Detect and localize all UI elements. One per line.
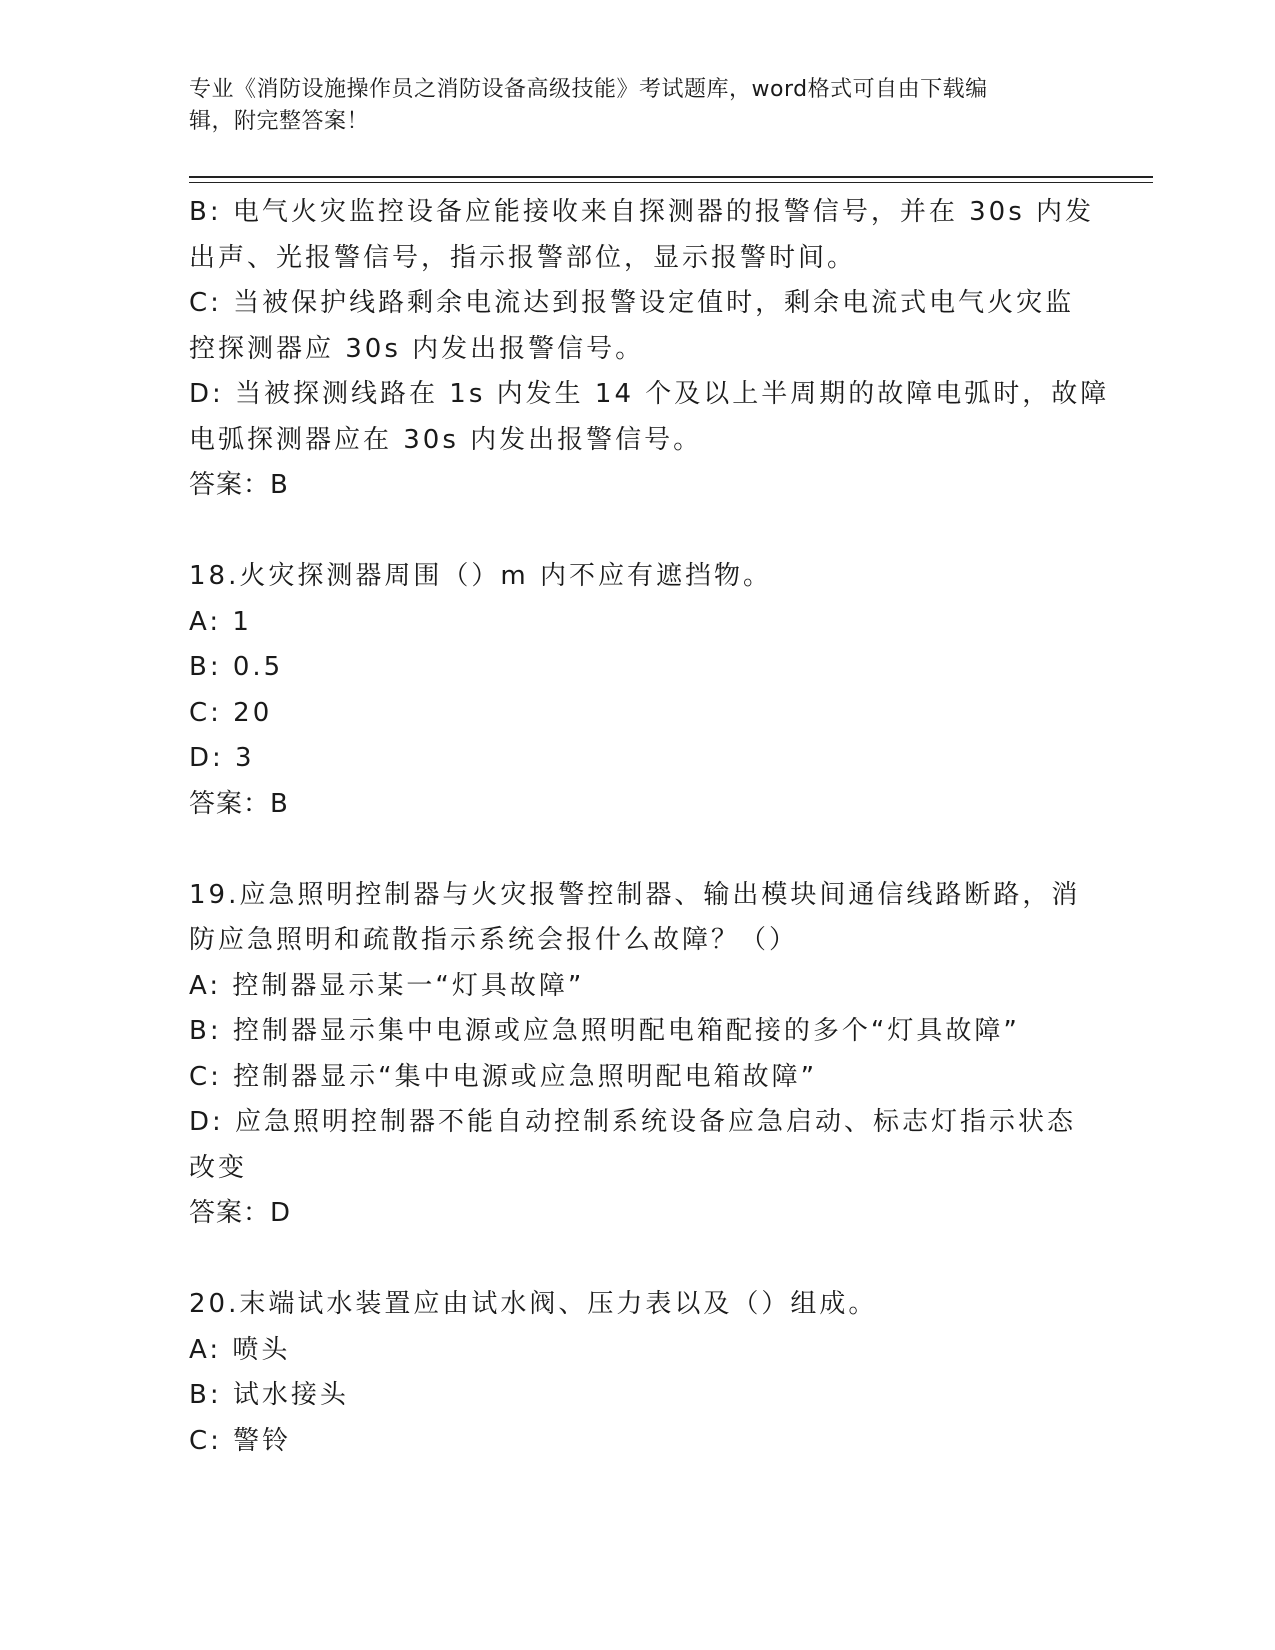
option-a: A: 1: [189, 606, 252, 637]
question-18: [189, 554, 1069, 827]
answer-18: 答案：B: [189, 788, 289, 819]
option-a: A: 控制器显示某一“灯具故障”: [189, 970, 585, 1001]
option-b: B: 0.5: [189, 652, 284, 682]
question-20: [189, 1282, 1069, 1464]
header-line-1: 专业《消防设施操作员之消防设备高级技能》考试题库，word格式可自由下载编: [189, 77, 988, 102]
option-a: A: 喷头: [189, 1334, 291, 1365]
option-b-line-1: B: 电气火灾监控设备应能接收来自探测器的报警信号，并在 30s 内发: [189, 197, 1095, 227]
option-d: D: 3: [189, 743, 255, 773]
option-d-line-1: D: 当被探测线路在 1s 内发生 14 个及以上半周期的故障电弧时，故障: [189, 379, 1110, 409]
answer-19: 答案：D: [189, 1198, 292, 1228]
option-b: B: 试水接头: [189, 1380, 349, 1410]
document-header: [189, 74, 1069, 138]
option-c-line-2: 控探测器应 30s 内发出报警信号。: [189, 333, 645, 364]
option-d-line-2: 电弧探测器应在 30s 内发出报警信号。: [189, 424, 703, 455]
spacer: [189, 509, 1069, 555]
option-d-line-1: D: 应急照明控制器不能自动控制系统设备应急启动、标志灯指示状态: [189, 1107, 1077, 1137]
option-b: B: 控制器显示集中电源或应急照明配电箱配接的多个“灯具故障”: [189, 1016, 1020, 1046]
question-19-text-line-2: 防应急照明和疏散指示系统会报什么故障？（）: [189, 925, 799, 955]
spacer: [189, 1237, 1069, 1283]
option-d-line-2: 改变: [189, 1152, 248, 1183]
option-c-line-1: C: 当被保护线路剩余电流达到报警设定值时，剩余电流式电气火灾监: [189, 288, 1075, 318]
document-body: [189, 190, 1110, 1464]
question-17-continued: [189, 190, 1110, 509]
question-20-text: 20.末端试水装置应由试水阀、压力表以及（）组成。: [189, 1289, 878, 1319]
question-19-text-line-1: 19.应急照明控制器与火灾报警控制器、输出模块间通信线路断路，消: [189, 879, 1081, 910]
answer-17: 答案：B: [189, 470, 289, 500]
option-b-line-2: 出声、光报警信号，指示报警部位，显示报警时间。: [189, 242, 857, 273]
spacer: [189, 827, 1069, 873]
question-19: [189, 873, 1081, 1237]
option-c: C: 控制器显示“集中电源或应急照明配电箱故障”: [189, 1061, 818, 1092]
option-c: C: 警铃: [189, 1425, 292, 1456]
option-c: C: 20: [189, 697, 273, 728]
header-line-2: 辑，附完整答案！: [189, 109, 370, 134]
question-18-text: 18.火灾探测器周围（）m 内不应有遮挡物。: [189, 561, 772, 591]
header-divider-thin: [189, 182, 1153, 183]
header-divider-thick: [189, 176, 1153, 178]
